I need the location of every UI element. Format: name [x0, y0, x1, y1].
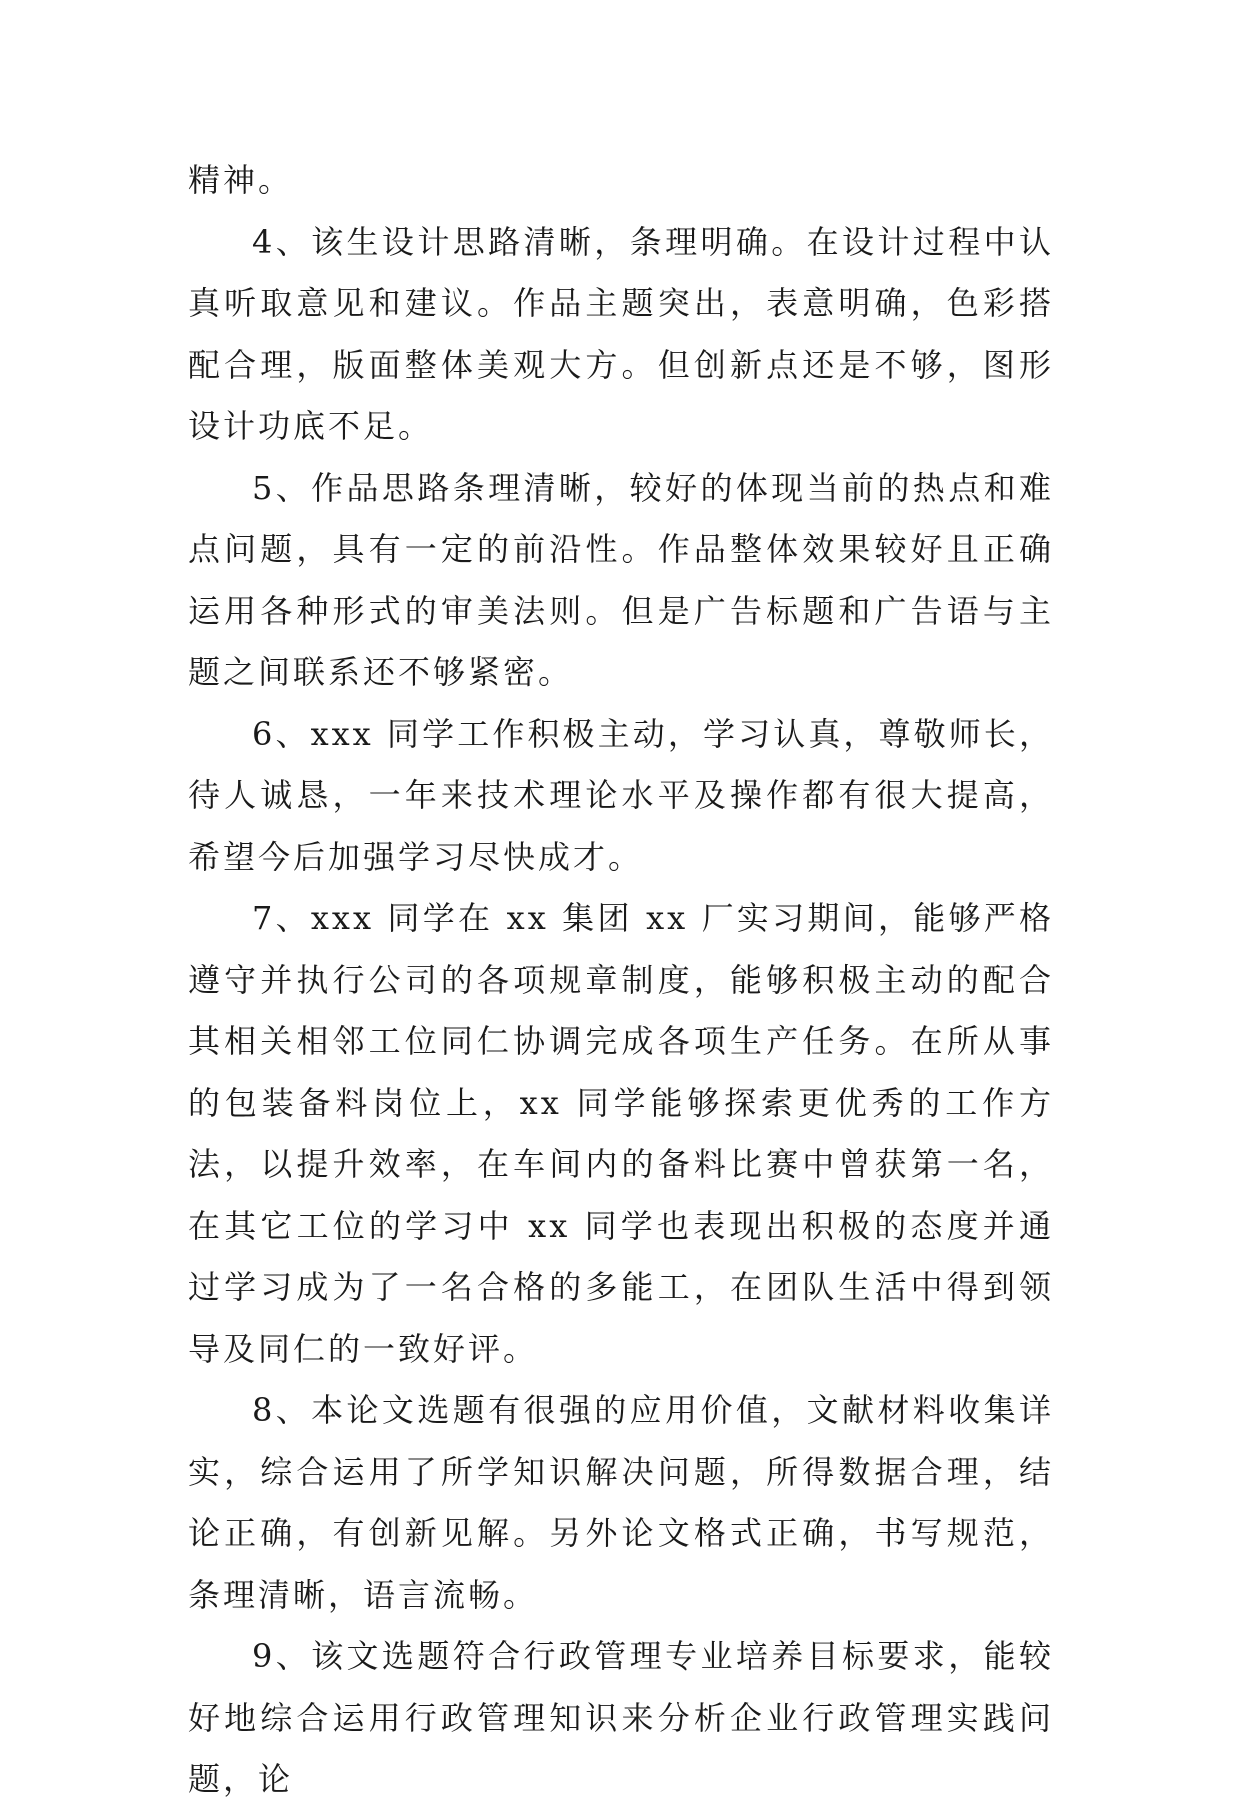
- document-body: [188, 150, 1054, 1811]
- paragraph-item-7: 7、xxx 同学在 xx 集团 xx 厂实习期间，能够严格遵守并执行公司的各项规章制度，能够积极主动的配合其相关相邻工位同仁协调完成各项生产任务。在所从事的包装备料岗位上，xx 同学能够探索更优秀的工作方法，以提升效率，在车间内的备料比赛中曾获第一名，在其它工位的学习中 xx 同学也表现出积极的态度并通过学习成为了一名合格的多能工，在团队生活中得到领导及同仁的一致好评。: [188, 899, 1054, 1368]
- paragraph-item-6: 6、xxx 同学工作积极主动，学习认真，尊敬师长，待人诚恳，一年来技术理论水平及操作都有很大提高，希望今后加强学习尽快成才。: [188, 714, 1054, 876]
- paragraph-continuation: 精神。: [188, 161, 294, 199]
- paragraph-item-5: 5、作品思路条理清晰，较好的体现当前的热点和难点问题，具有一定的前沿性。作品整体效果较好且正确运用各种形式的审美法则。但是广告标题和广告语与主题之间联系还不够紧密。: [188, 468, 1054, 691]
- paragraph-item-8: 8、本论文选题有很强的应用价值，文献材料收集详实，综合运用了所学知识解决问题，所得数据合理，结论正确，有创新见解。另外论文格式正确，书写规范，条理清晰，语言流畅。: [188, 1391, 1054, 1614]
- paragraph-item-9: 9、该文选题符合行政管理专业培养目标要求，能较好地综合运用行政管理知识来分析企业行政管理实践问题，论: [188, 1637, 1054, 1798]
- paragraph-item-4: 4、该生设计思路清晰，条理明确。在设计过程中认真听取意见和建议。作品主题突出，表意明确，色彩搭配合理，版面整体美观大方。但创新点还是不够，图形设计功底不足。: [188, 222, 1054, 445]
